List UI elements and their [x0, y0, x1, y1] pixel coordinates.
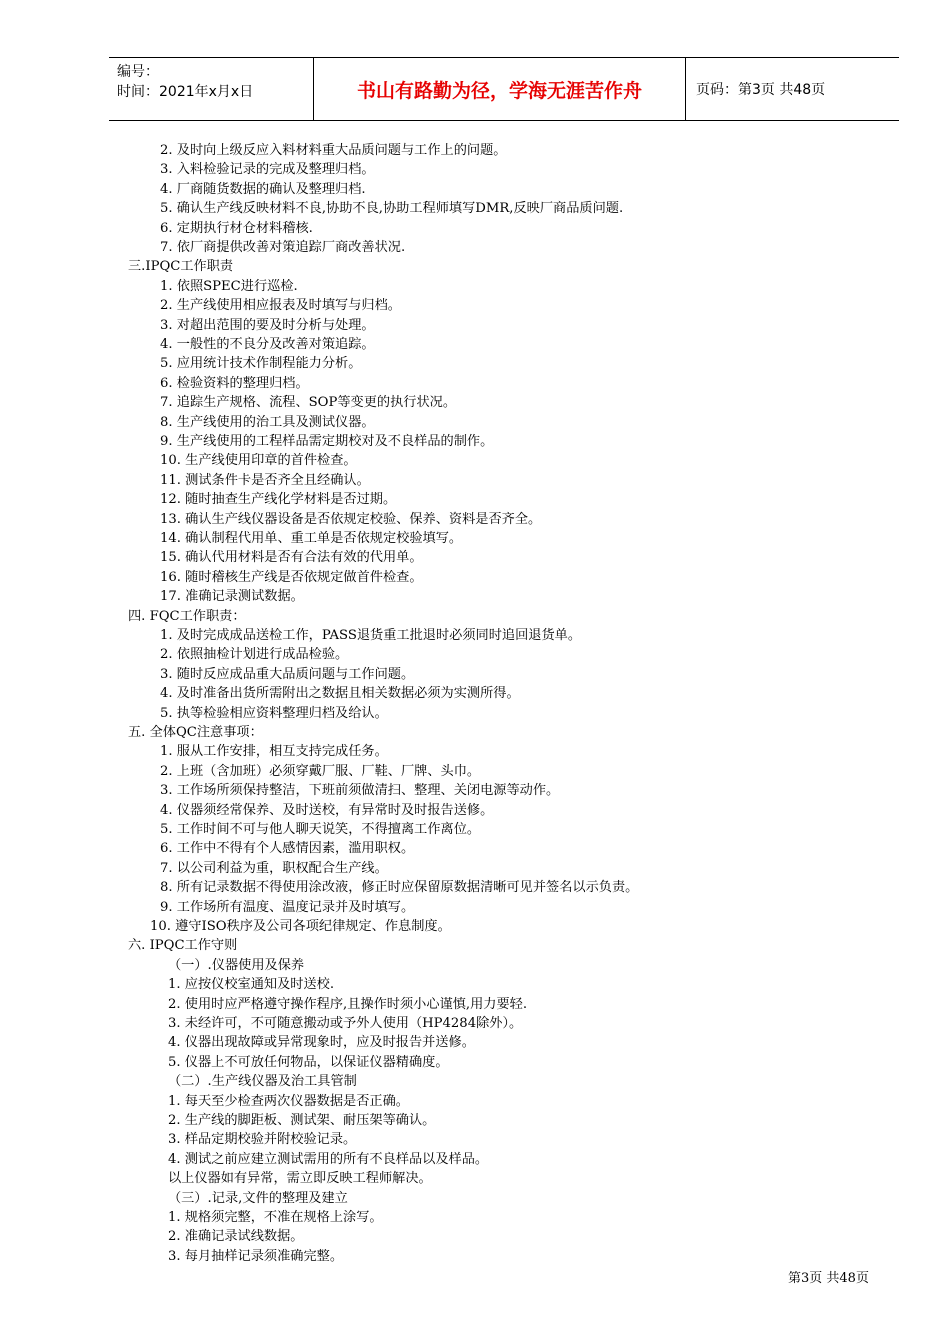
section-heading: 五. 全体QC注意事项：: [128, 725, 263, 740]
list-item: 8. 所有记录数据不得使用涂改液，修正时应保留原数据清晰可见并签名以示负责。: [160, 880, 639, 896]
list-item: 2. 使用时应严格遵守操作程序,且操作时须小心谨慎,用力要轻.: [168, 996, 528, 1012]
list-item: 1. 应按仪校室通知及时送校.: [168, 977, 335, 993]
list-item: 2. 准确记录试线数据。: [168, 1229, 304, 1245]
list-item: 8. 生产线使用的治工具及测试仪器。: [160, 414, 375, 430]
list-item: 6. 定期执行材仓材料稽核.: [160, 220, 313, 236]
list-item: 2. 依照抽检计划进行成品检验。: [160, 647, 349, 663]
footer-page-number: 第3页 共48页: [788, 1271, 869, 1286]
list-item: 3. 随时反应成品重大品质问题与工作问题。: [160, 666, 415, 682]
document-code-label: 编号：: [117, 64, 159, 80]
list-item: 10. 生产线使用印章的首件检查。: [160, 453, 357, 469]
list-item: 5. 工作时间不可与他人聊天说笑，不得擅离工作离位。: [160, 822, 481, 837]
list-item: 1. 每天至少检查两次仪器数据是否正确。: [168, 1093, 409, 1109]
page-header: [109, 57, 899, 121]
section-heading: 四. FQC工作职责：: [128, 608, 246, 624]
list-item: 7. 追踪生产规格、流程、SOP等变更的执行状况。: [160, 395, 457, 411]
section-heading: 三.IPQC工作职责: [128, 259, 234, 275]
header-motto: 书山有路勤为径，学海无涯苦作舟: [314, 58, 686, 120]
list-item: 16. 随时稽核生产线是否依规定做首件检查。: [160, 569, 423, 585]
list-item: 6. 检验资料的整理归档。: [160, 375, 309, 391]
list-item: 4. 仪器出现故障或异常现象时，应及时报告并送修。: [168, 1035, 475, 1051]
section-heading: 六. IPQC工作守则: [128, 938, 238, 954]
list-item: 4. 仪器须经常保养、及时送校，有异常时及时报告送修。: [160, 802, 494, 818]
list-item: 5. 执等检验相应资料整理归档及给认。: [160, 705, 388, 721]
list-item: 11. 测试条件卡是否齐全且经确认。: [160, 472, 370, 488]
list-item: 3. 样品定期校验并附校验记录。: [168, 1132, 357, 1148]
list-item: 3. 工作场所须保持整洁，下班前须做清扫、整理、关闭电源等动作。: [160, 783, 560, 799]
list-item: 6. 工作中不得有个人感情因素，滥用职权。: [160, 841, 415, 857]
list-item: 10. 遵守ISO秩序及公司各项纪律规定、作息制度。: [150, 919, 451, 934]
list-item: 2. 及时向上级反应入料材料重大品质问题与工作上的问题。: [160, 143, 507, 158]
list-item: （二）.生产线仪器及治工具管制: [168, 1074, 357, 1090]
list-item: 12. 随时抽查生产线化学材料是否过期。: [160, 492, 397, 508]
list-item: 7. 依厂商提供改善对策追踪厂商改善状况.: [160, 240, 406, 255]
list-item: 3. 入料检验记录的完成及整理归档。: [160, 162, 375, 178]
list-item: 4. 测试之前应建立测试需用的所有不良样品以及样品。: [168, 1151, 489, 1167]
list-item: 2. 上班（含加班）必须穿戴厂服、厂鞋、厂牌、头巾。: [160, 763, 481, 779]
list-item: 4. 及时准备出货所需附出之数据且相关数据必须为实测所得。: [160, 686, 520, 702]
list-item: 4. 一般性的不良分及改善对策追踪。: [160, 337, 375, 352]
header-page-number: 页码：第3页 共48页: [696, 82, 826, 98]
list-item: （一）.仪器使用及保养: [168, 957, 305, 973]
list-item: 2. 生产线的脚距板、测试架、耐压架等确认。: [168, 1113, 436, 1128]
list-item: （三）.记录,文件的整理及建立: [168, 1190, 348, 1206]
list-item: 1. 及时完成成品送检工作，PASS退货重工批退时必须同时追回退货单。: [160, 628, 582, 643]
header-meta: [109, 58, 314, 120]
list-item: 7. 以公司利益为重，职权配合生产线。: [160, 860, 388, 876]
list-item: 17. 准确记录测试数据。: [160, 589, 304, 605]
list-item: 2. 生产线使用相应报表及时填写与归档。: [160, 298, 401, 314]
list-item: 5. 确认生产线反映材料不良,协助不良,协助工程师填写DMR,反映厂商品质问题.: [160, 201, 624, 217]
list-item: 5. 仪器上不可放任何物品，以保证仪器精确度。: [168, 1054, 449, 1070]
list-item: 4. 厂商随货数据的确认及整理归档.: [160, 181, 366, 197]
list-item: 3. 每月抽样记录须准确完整。: [168, 1248, 344, 1264]
list-item: 5. 应用统计技术作制程能力分析。: [160, 356, 362, 372]
list-item: 1. 规格须完整，不准在规格上涂写。: [168, 1210, 383, 1225]
list-item: 1. 依照SPEC进行巡检.: [160, 278, 298, 294]
list-item: 13. 确认生产线仪器设备是否依规定校验、保养、资料是否齐全。: [160, 511, 542, 527]
list-item: 15. 确认代用材料是否有合法有效的代用单。: [160, 550, 423, 566]
list-item: 3. 对超出范围的要及时分析与处理。: [160, 317, 375, 333]
list-item: 1. 服从工作安排，相互支持完成任务。: [160, 744, 388, 760]
list-item: 9. 工作场所有温度、温度记录并及时填写。: [160, 899, 415, 915]
list-item: 以上仪器如有异常，需立即反映工程师解决。: [168, 1171, 432, 1187]
list-item: 14. 确认制程代用单、重工单是否依规定校验填写。: [160, 531, 463, 546]
list-item: 9. 生产线使用的工程样品需定期校对及不良样品的制作。: [160, 434, 494, 449]
list-item: 3. 未经许可，不可随意搬动或予外人使用（HP4284除外）。: [168, 1016, 523, 1031]
document-date: 时间：2021年x月x日: [117, 84, 254, 100]
